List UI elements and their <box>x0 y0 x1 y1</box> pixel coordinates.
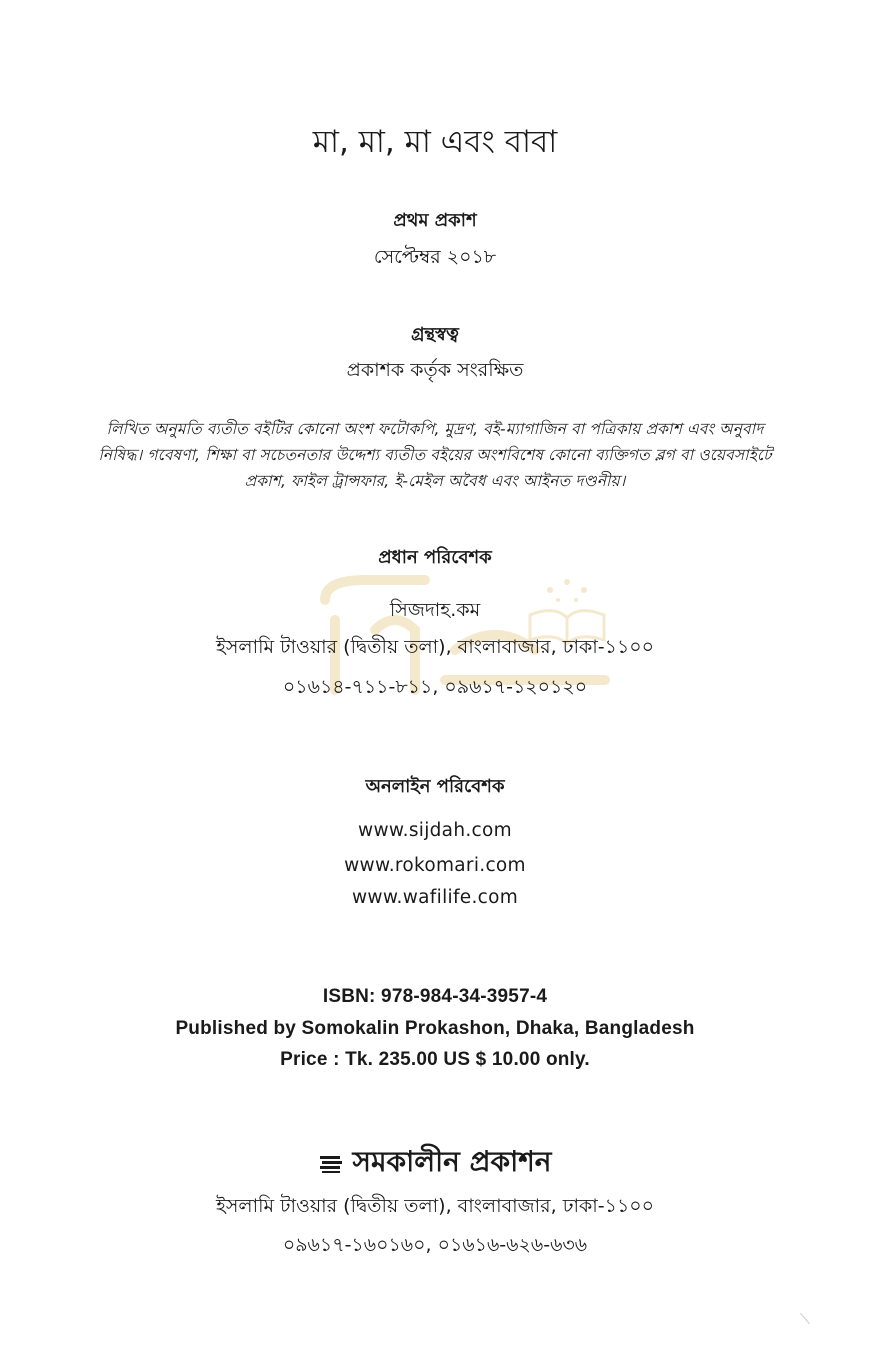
online-site-sijdah: www.sijdah.com <box>358 820 512 841</box>
first-edition-label: প্রথম প্রকাশ <box>393 210 477 231</box>
online-site-wafilife: www.wafilife.com <box>351 887 519 908</box>
isbn: ISBN: 978-984-34-3957-4 <box>322 986 548 1007</box>
main-distributor-name: সিজদাহ.কম <box>389 599 481 621</box>
main-distributor-phone: ০১৬১৪-৭১১-৮১১, ০৯৬১৭-১২০১২০ <box>282 676 588 698</box>
book-title: মা, মা, মা এবং বাবা <box>312 124 558 160</box>
margin-mark <box>800 1313 810 1324</box>
price: Price : Tk. 235.00 US $ 10.00 only. <box>280 1049 590 1070</box>
online-distributor-label: অনলাইন পরিবেশক <box>365 776 505 797</box>
publisher-brand <box>0 1140 870 1187</box>
notice-line-3: প্রকাশ, ফাইল ট্রান্সফার, ই-মেইল অবৈধ এবং আইনত দণ্ডনীয়। <box>244 472 626 490</box>
first-edition-date: সেপ্টেম্বর ২০১৮ <box>373 246 497 268</box>
copyright-label: গ্রন্থস্বত্ব <box>411 324 459 345</box>
publisher-name: সমকালীন প্রকাশন <box>352 1145 552 1178</box>
published-by: Published by Somokalin Prokashon, Dhaka, Bangladesh <box>175 1018 695 1039</box>
online-site-rokomari: www.rokomari.com <box>344 855 526 876</box>
notice-line-1: লিখিত অনুমতি ব্যতীত বইটির কোনো অংশ ফটোকপি, মুদ্রণ, বই-ম্যাগাজিন বা পত্রিকায় প্রকাশ এবং অনুবাদ <box>106 420 764 438</box>
copyright-text: প্রকাশক কর্তৃক সংরক্ষিত <box>346 359 524 381</box>
publisher-phone: ০৯৬১৭-১৬০১৬০, ০১৬১৬-৬২৬-৬৩৬ <box>282 1234 588 1256</box>
main-distributor-label: প্রধান পরিবেশক <box>378 547 492 568</box>
publisher-logo-icon <box>319 1154 343 1174</box>
notice-line-2: নিষিদ্ধ। গবেষণা, শিক্ষা বা সচেতনতার উদ্দেশ্য ব্যতীত বইয়ের অংশবিশেষ কোনো ব্যক্তিগত ব্লগ বা ওয়েবসাইটে <box>98 446 772 464</box>
main-distributor-address: ইসলামি টাওয়ার (দ্বিতীয় তলা), বাংলাবাজার, ঢাকা-১১০০ <box>216 636 654 658</box>
publisher-address: ইসলামি টাওয়ার (দ্বিতীয় তলা), বাংলাবাজার, ঢাকা-১১০০ <box>216 1195 654 1217</box>
